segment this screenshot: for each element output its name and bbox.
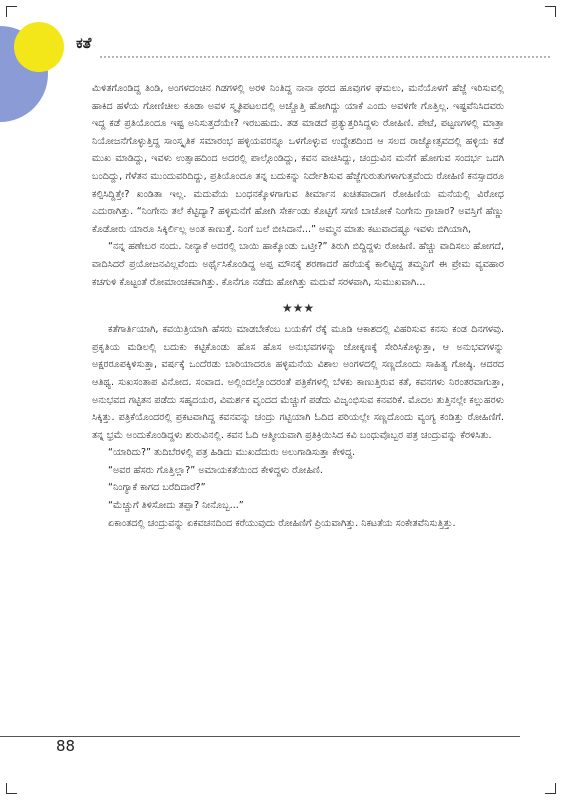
paragraph-3: ಕತೆಗಾರ್ತಿಯಾಗಿ, ಕವಯಿತ್ರಿಯಾಗಿ ಹೆಸರು ಮಾಡಬೇಕೆಂಬ ಬಯಕೆಗೆ ರೆಕ್ಕೆ ಮೂಡಿ ಆಕಾಶದಲ್ಲಿ ವಿಹರಿಸುವ ಕನಸು ಕಂಡ ದಿನಗಳವು. ಪ್ರಕೃತಿಯ ಮಡಿಲಲ್ಲಿ ಬದುಕು ಕಟ್ಟಿಕೊಂಡು ಹೊಸ ಹೊಸ ಅನುಭವಗಳನ್ನು ಜೋಕ್ಕಣಕ್ಕೆ ಸೇರಿಸಿಕೊಳ್ಳುತ್ತಾ, ಆ ಅನುಭವಗಳನ್ನು ಅಕ್ಷರರೂಪಕ್ಕಿಳಿಸುತ್ತಾ, ವರ್ಷಕ್ಕೆ ಒಂದೆರಡು ಬಾರಿಯಾದರೂ ಹಳ್ಳಿಮನೆಯ ವಿಶಾಲ ಅಂಗಳದಲ್ಲಿ ಸಣ್ಣದೊಂದು ಸಾಹಿತ್ಯ ಗೋಷ್ಠಿ. ಆದರದ ಆತಿಥ್ಯ. ಸುಖಸಂತಾಪ ವಿನೋದ. ಸಂವಾದ. ಅಲ್ಲಿಂದಲ್ಲೊಂದರಂತೆ ಪತ್ರಿಕೆಗಳಲ್ಲಿ ಬೆಳಕು ಕಾಣುತ್ತಿರುವ ಕತೆ, ಕವನಗಳು ನಿರಂತರವಾಗುತ್ತಾ, ಅನುಭವದ ಗಟ್ಟಿತನ ಪಡೆದು ಸಹೃದಯರ, ವಿಮರ್ಶಕ ವೃಂದದ ಮೆಚ್ಚುಗೆ ಪಡೆದು ವಿಜೃಂಭಿಸುವ ಕನವರಿಕೆ. ಮೊದಲ ತುತ್ತಿನಲ್ಲೇ ಕಲ್ಲುಹರಳು ಸಿಕ್ಕಿತ್ತು. ಪತ್ರಿಕೆಯೊಂದರಲ್ಲಿ ಪ್ರಕಟವಾಗಿದ್ದ ಕವನವನ್ನು ಚಂದ್ರು ಗಟ್ಟಿಯಾಗಿ ಓದಿದ ಪರಿಯಲ್ಲೇ ಸಣ್ಣದೊಂದು ವ್ಯಂಗ್ಯ ಕಂಡಿತ್ತು ರೋಹಿಣಿಗೆ. ತನ್ನ ಭ್ರಮೆ ಅಂದುಕೊಂಡಿದ್ದಳು ಶುರುವಿನಲ್ಲಿ. ಕವನ ಓದಿ ಆತ್ಮೀಯವಾಗಿ ಪ್ರತಿಕ್ರಿಯಿಸಿದ ಕವಿ ಬಂಧುವೊಬ್ಬರ ಪತ್ರ ಚಂದ್ರುವನ್ನು ಕೆರಳಿಸಿತು.: [92, 324, 504, 441]
crop-mark-bottom-right: [545, 783, 556, 794]
paragraph-1: ಮಿಳಿತಗೊಂಡಿದ್ದ ತಿಂಡಿ, ಅಂಗಳದಂಚಿನ ಗಿಡಗಳಲ್ಲಿ ಅರಳಿ ನಿಂತಿದ್ದ ನಾನಾ ಥರದ ಹೂವುಗಳ ಘಮಲು, ಮನೆಯೊಳಗೆ ಹೆಜ್ಜೆ ಇರಿಸುವಲ್ಲಿ ಹಾಕಿದ ಹಳೆಯ ಗೋಣಿಚೀಲ ಕೂಡಾ ಅವಳ ಸ್ಮೃತಿಪಟಲದಲ್ಲಿ ಅಚ್ಚೊತ್ತಿ ಹೋಗಿದ್ದು ಯಾಕೆ ಎಂದು ಅವಳಿಗೇ ಗೊತ್ತಿಲ್ಲ. ಇಷ್ಟವೆನಿಸಿದವರು ಇದ್ದ ಕಡೆ ಪ್ರತಿಯೊಂದೂ ಇಷ್ಟ ಅನಿಸುತ್ತದೆಯೇ? ಇರಬಹುದು. ತಡ ಮಾಡದೆ ಪ್ರತ್ಯುತ್ತರಿಸಿದ್ದಳು ರೋಹಿಣಿ. ಪೇಟೆ, ಪಟ್ಟಣಗಳಲ್ಲಿ ಮಾತ್ರಾ ನಿಯೋಜನೆಗೊಳ್ಳುತ್ತಿದ್ದ ಸಾಂಸ್ಕೃತಿಕ ಸಮಾರಂಭ ಹಳ್ಳಿಯವರನ್ನೂ ಒಳಗೊಳ್ಳುವ ಉದ್ದೇಶದಿಂದ ಆ ಸಲದ ರಾಜ್ಯೋತ್ಸವದಲ್ಲಿ ಹಳ್ಳಿಯ ಕಡೆ ಮುಖ ಮಾಡಿದ್ದು, ಇವಳು ಉತ್ಸಾಹದಿಂದ ಅದರಲ್ಲಿ ಪಾಲ್ಗೊಂಡಿದ್ದು, ಕವನ ವಾಚಿಸಿದ್ದು, ಚಂದ್ರುವಿನ ಮನೆಗೆ ಹೋಗುವ ಸಂದರ್ಭ ಒದಗಿ ಬಂದಿದ್ದು, ಗೆಳೆತನ ಮುಂದುವರಿದಿದ್ದು, ಪ್ರತಿಯೊಂದೂ ತನ್ನ ಬದುಕನ್ನು ನಿರ್ದೇಶಿಸುವ ಹೆಜ್ಜೆಗುರುತುಗಳಾಗುತ್ತವೆಂದು ರೋಹಿಣಿ ಕನಸ್ಸಾದರೂ ಕಲ್ಪಿಸಿದ್ದಿತ್ತೇ? ಖಂಡಿತಾ ಇಲ್ಲ. ಮದುವೆಯ ಬಂಧನಕ್ಕೊಳಗಾಗುವ ತೀರ್ಮಾನ ಖಚಿತವಾದಾಗ ರೋಹಿಣಿಯ ಮನೆಯಲ್ಲಿ ವಿರೋಧ ಎದುರಾಗಿತ್ತು. “ನಿಂಗೇನು ತಲೆ ಕೆಟ್ಟಿದ್ಯಾ? ಹಳ್ಳಿಮನೆಗೆ ಹೋಗಿ ಸೇರ್ಕಂಡು ಕೊಟ್ಟಿಗೆ ಸಗಣಿ ಬಾಚೋಕೆ ನಿಂಗೇನು ಗ್ರಾಚಾರ? ಅವಸ್ತಿಗೆ ಹೆಣ್ಣು ಕೊಡೋರು ಯಾರೂ ಸಿಕ್ಕಿರ್ಲಿಲ್ಲ ಅಂತ ಕಾಣುತ್ತೆ. ನಿಂಗೆ ಬಲೆ ಬೀಸಿದಾನೆ...” ಅಮ್ಮನ ಮಾತು ಕಟುವಾದಷ್ಟೂ ಇವಳು ಬಿಗಿಯಾಗಿ,: [92, 83, 504, 235]
crop-mark-top-left: [6, 6, 17, 17]
footer-rule: [0, 736, 520, 737]
article-body: [92, 80, 504, 532]
decorative-yellow-circle: [14, 22, 64, 72]
crop-mark-top-right: [545, 6, 556, 17]
dialogue-line-4: “ಮೆಚ್ಚುಗೆ ತಿಳಿಸೋದು ತಪ್ಪಾ? ನೀನೊಬ್ಬ...”: [108, 500, 244, 512]
section-separator: ★★★: [281, 301, 315, 316]
paragraph-final: ಏಕಾಂತದಲ್ಲಿ ಚಂದ್ರುವನ್ನು ಏಕವಚನದಿಂದ ಕರೆಯುವುದು ರೋಹಿಣಿಗೆ ಪ್ರಿಯವಾಗಿತ್ತು. ನಿಕಟತೆಯ ಸಂಕೇತವೆನಿಸುತ್ತಿತ್ತು.: [108, 517, 456, 529]
dialogue-line-3: “ನಿಂಗ್ಯಾಕೆ ಕಾಗದ ಬರೆದಿದಾರೆ?”: [108, 482, 206, 494]
page-number: 88: [56, 737, 76, 755]
dialogue-line-2: “ಅವರ ಹೆಸರು ಗೊತ್ತಿಲ್ಲಾ?” ಅಮಾಯಕತೆಯಿಂದ ಕೇಳಿದ್ದಳು ರೋಹಿಣಿ.: [108, 464, 323, 476]
dialogue-line-1: “ಯಾರಿದು?” ತುದಿಬೆರಳಲ್ಲಿ ಪತ್ರ ಹಿಡಿದು ಮುಖದೆದುರು ಅಲುಗಾಡಿಸುತ್ತಾ ಕೇಳಿದ್ದ.: [108, 447, 356, 459]
header-dotted-rule: [100, 56, 550, 58]
section-title: ಕತೆ: [76, 34, 92, 52]
crop-mark-bottom-left: [6, 783, 17, 794]
paragraph-2: “ನನ್ನ ಹಣೇಬರ ನಂದು. ನೀನ್ಯಾಕೆ ಅದರಲ್ಲಿ ಬಾಯಿ ಹಾಕ್ಕೊಂಡು ಒಟ್ತೀ?” ತಿರುಗಿ ಬಿದ್ದಿದ್ದಳು ರೋಹಿಣಿ. ಹೆಚ್ಚು ವಾದಿಸಲು ಹೋಗದೆ, ವಾದಿಸಿದರೆ ಪ್ರಯೋಜನವಿಲ್ಲವೆಂದು ಅರ್ಥೈಸಿಕೊಂಡಿದ್ದ ಅಪ್ಪ ಮೌನಕ್ಕೆ ಶರಣಾದರೆ ಹರೆಯಕ್ಕೆ ಕಾಲಿಟ್ಟಿದ್ದ ತಮ್ಮನಿಗೆ ಈ ಪ್ರೇಮ ವ್ಯವಹಾರ ಕಚಗುಳಿ ಕೊಟ್ಟಂತೆ ರೋಮಾಂಚಕವಾಗಿತ್ತು. ಕೊನೆಗೂ ನಡೆದು ಹೋಗಿತ್ತು ಮದುವೆ ಸರಳವಾಗಿ, ಸುಮುಖವಾಗಿ...: [92, 241, 504, 288]
